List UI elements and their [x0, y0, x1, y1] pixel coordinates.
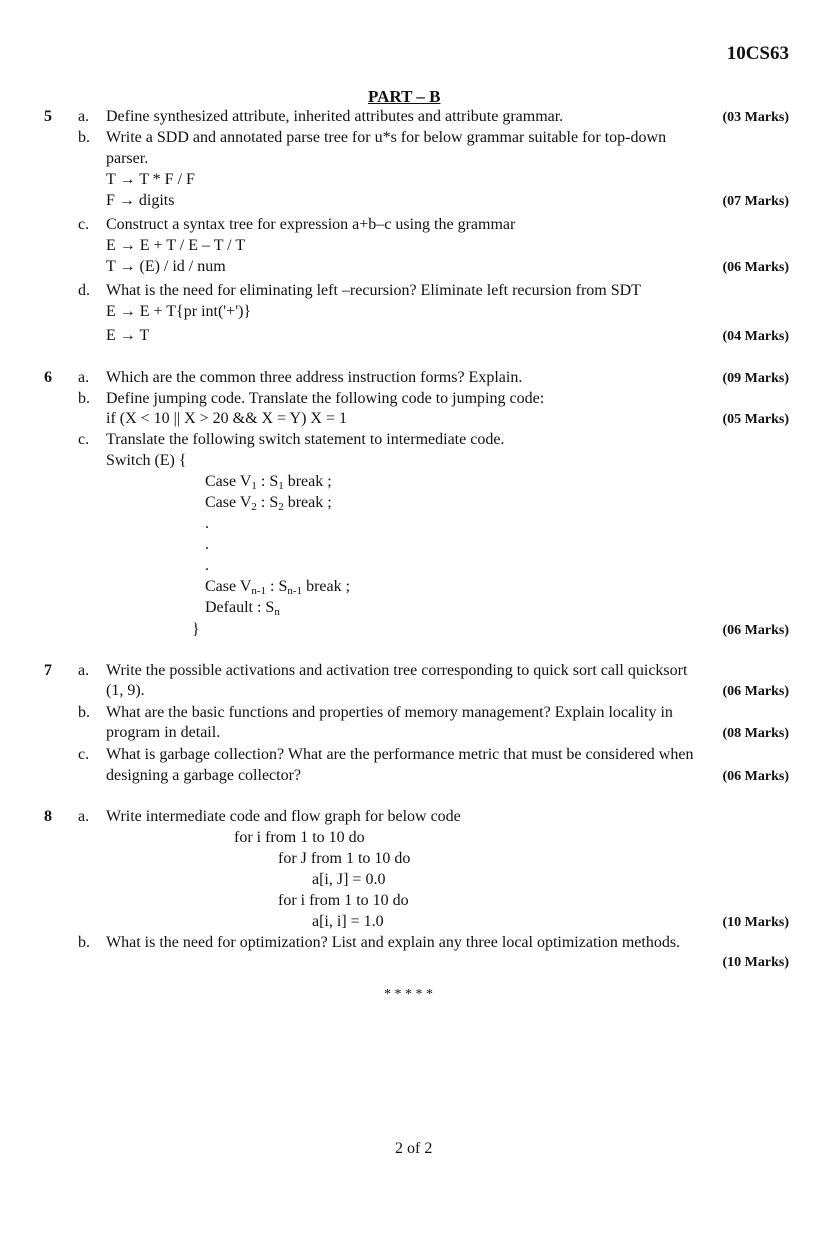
q6a-text: Which are the common three address instruction forms? Explain.	[106, 369, 523, 386]
q8a-text: Write intermediate code and flow graph for below code	[106, 808, 461, 825]
q7b-label: b.	[78, 704, 90, 721]
q5c-grammar-1: E → E + T / E – T / T	[106, 237, 246, 254]
q5b-label: b.	[78, 129, 90, 146]
q6c-case-2: Case V2 : S2 break ;	[205, 494, 332, 513]
q6a-label: a.	[78, 369, 90, 386]
q8b-label: b.	[78, 934, 90, 951]
q6c-ellipsis-dot-2: .	[205, 536, 209, 553]
question-number-7: 7	[44, 662, 52, 679]
q5b-marks: (07 Marks)	[722, 194, 789, 209]
q7a-line1: Write the possible activations and activation tree corresponding to quick sort call quicksort	[106, 662, 688, 679]
q8a-marks: (10 Marks)	[722, 915, 789, 930]
q8b-text: What is the need for optimization? List and explain any three local optimization methods.	[106, 934, 681, 951]
q5b-line1: Write a SDD and annotated parse tree for u*s for below grammar suitable for top-down	[106, 129, 667, 146]
q6c-marks: (06 Marks)	[722, 623, 789, 638]
q5c-marks: (06 Marks)	[722, 260, 789, 275]
q5b-grammar-1: T → T * F / F	[106, 171, 195, 188]
q5d-label: d.	[78, 282, 90, 299]
q8a-code-3: a[i, J] = 0.0	[312, 871, 386, 888]
q7b-line2: program in detail.	[106, 724, 221, 741]
q6c-switch: Switch (E) {	[106, 452, 187, 469]
q5b-grammar-2: F → digits	[106, 192, 175, 209]
q6c-case-n: Case Vn-1 : Sn-1 break ;	[205, 578, 351, 597]
q5c-text: Construct a syntax tree for expression a+b–c using the grammar	[106, 216, 516, 233]
q8b-marks: (10 Marks)	[722, 955, 789, 970]
q5d-grammar-2: E → T	[106, 327, 150, 344]
q7c-line1: What is garbage collection? What are the performance metric that must be considered when	[106, 746, 694, 763]
q5a-label: a.	[78, 108, 90, 125]
q5d-grammar-1: E → E + T{pr int('+')}	[106, 303, 252, 320]
q5a-text: Define synthesized attribute, inherited attributes and attribute grammar.	[106, 108, 564, 125]
course-code: 10CS63	[726, 43, 789, 64]
q5a-marks: (03 Marks)	[722, 110, 789, 125]
q6c-default: Default : Sn	[205, 599, 280, 618]
q6b-marks: (05 Marks)	[722, 412, 789, 427]
q7b-marks: (08 Marks)	[722, 726, 789, 741]
question-number-6: 6	[44, 369, 52, 386]
q7c-line2: designing a garbage collector?	[106, 767, 302, 784]
q8a-code-4: for i from 1 to 10 do	[278, 892, 409, 909]
q6c-label: c.	[78, 431, 90, 448]
q6a-marks: (09 Marks)	[722, 371, 789, 386]
q5d-marks: (04 Marks)	[722, 329, 789, 344]
q8a-label: a.	[78, 808, 90, 825]
q7a-marks: (06 Marks)	[722, 684, 789, 699]
q6c-case-1: Case V1 : S1 break ;	[205, 473, 332, 492]
q8a-code-5: a[i, i] = 1.0	[312, 913, 384, 930]
q8a-code-1: for i from 1 to 10 do	[234, 829, 365, 846]
q6b-label: b.	[78, 390, 90, 407]
q7b-line1: What are the basic functions and properties of memory management? Explain locality in	[106, 704, 673, 721]
q8a-code-2: for J from 1 to 10 do	[278, 850, 411, 867]
page-number: 2 of 2	[395, 1140, 433, 1157]
q6c-ellipsis-dot-1: .	[205, 515, 209, 532]
q7c-label: c.	[78, 746, 90, 763]
question-number-8: 8	[44, 808, 52, 825]
end-stars: * * * * *	[384, 987, 433, 1002]
q5c-grammar-2: T → (E) / id / num	[106, 258, 226, 275]
part-title: PART – B	[368, 87, 441, 106]
q7a-label: a.	[78, 662, 90, 679]
question-number-5: 5	[44, 108, 52, 125]
q6c-ellipsis-dot-3: .	[205, 557, 209, 574]
q7c-marks: (06 Marks)	[722, 769, 789, 784]
q6c-text: Translate the following switch statement to intermediate code.	[106, 431, 505, 448]
q6c-close-brace: }	[192, 621, 200, 638]
q5c-label: c.	[78, 216, 90, 233]
q7a-line2: (1, 9).	[106, 682, 145, 699]
q5b-line2: parser.	[106, 150, 149, 167]
q6b-code: if (X < 10 || X > 20 && X = Y) X = 1	[106, 410, 347, 427]
q5d-text: What is the need for eliminating left –recursion? Eliminate left recursion from SDT	[106, 282, 641, 299]
q6b-text: Define jumping code. Translate the following code to jumping code:	[106, 390, 545, 407]
